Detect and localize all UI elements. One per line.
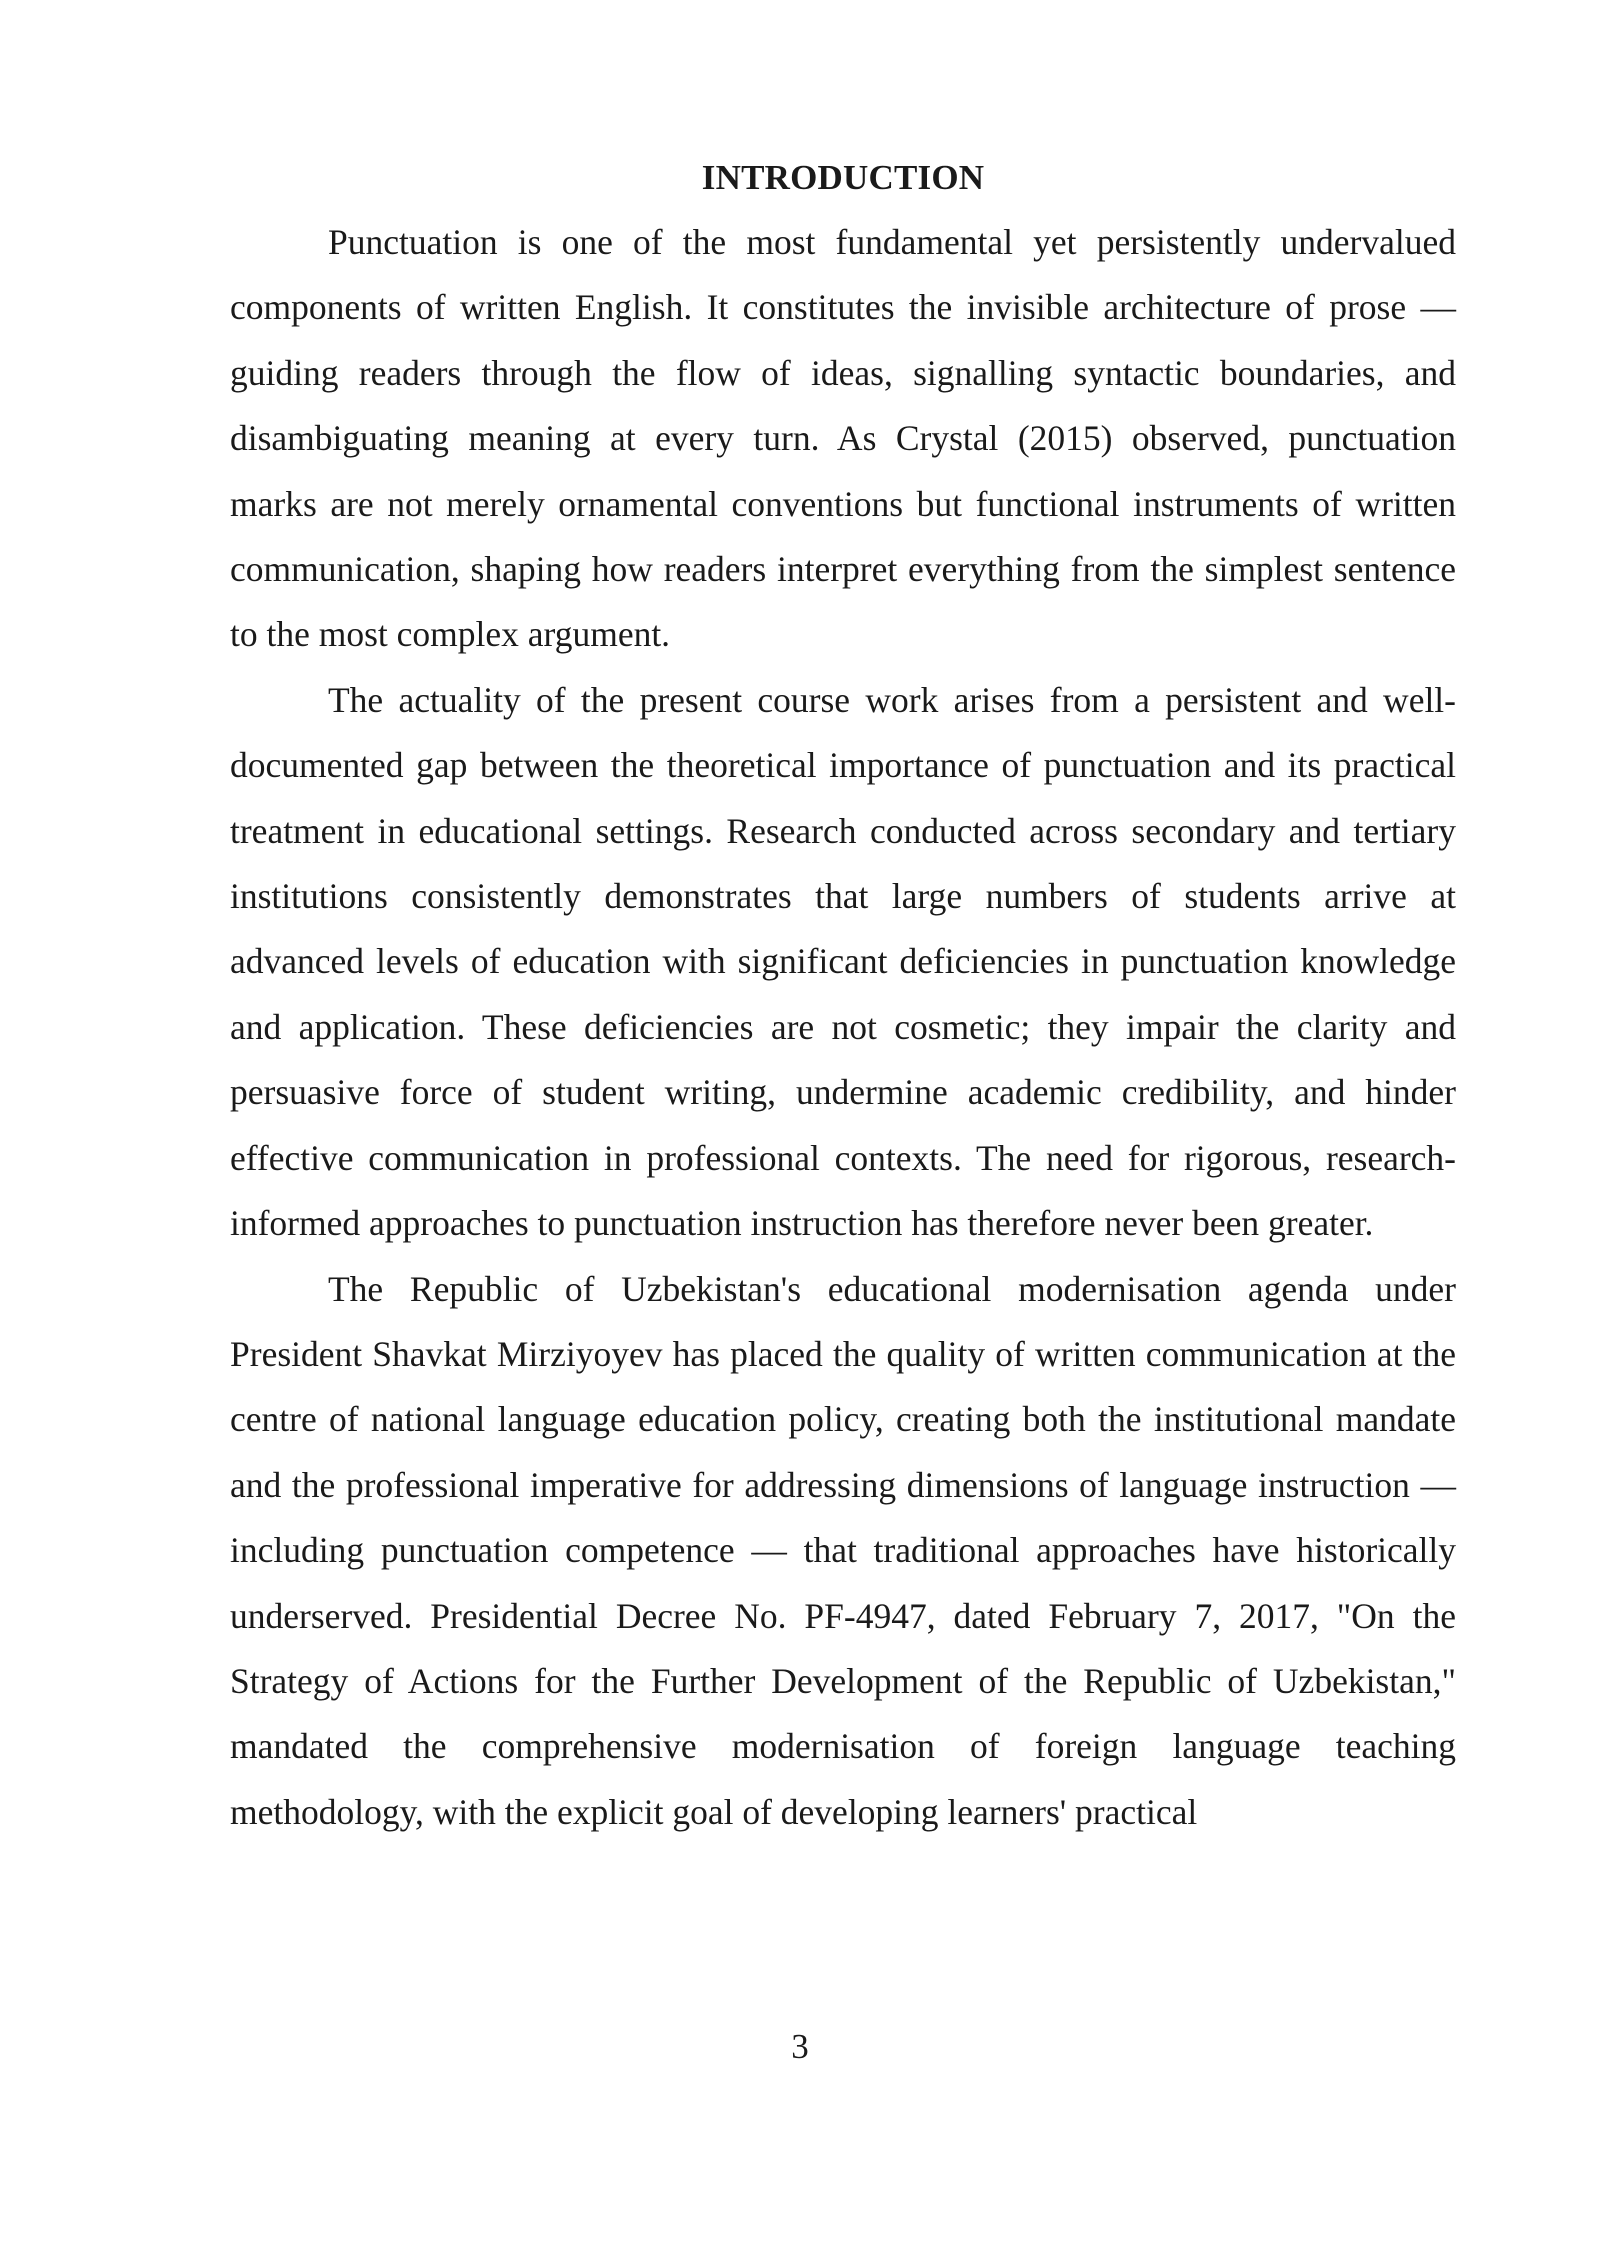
paragraph-3: The Republic of Uzbekistan's educational modernisation agenda under President Shavkat Mirziyoyev has placed the quality of written communication at the centre of national language education policy, creating both the institutional mandate and the professional imperative for addressing dimensions of language instruction — including punctuation competence — that traditional approaches have historically underserved. Presidential Decree No. PF-4947, dated February 7, 2017, "On the Strategy of Actions for the Further Development of the Republic of Uzbekistan," mandated the comprehensive modernisation of foreign language teaching methodology, with the explicit goal of developing learners' practical [230,1268,1456,1832]
section-heading: INTRODUCTION [701,158,985,197]
paragraph-2: The actuality of the present course work arises from a persistent and well-documented gap between the theoretical importance of punctuation and its practical treatment in educational settings. Research conducted across secondary and tertiary institutions consistently demonstrates that large numbers of students arrive at advanced levels of education with significant deficiencies in punctuation knowledge and application. These deficiencies are not cosmetic; they impair the clarity and persuasive force of student writing, undermine academic credibility, and hinder effective communication in professional contexts. The need for rigorous, research-informed approaches to punctuation instruction has therefore never been greater. [230,679,1456,1244]
paragraph-1: Punctuation is one of the most fundamental yet persistently undervalued components of written English. It constitutes the invisible architecture of prose — guiding readers through the flow of ideas, signalling syntactic boundaries, and disambiguating meaning at every turn. As Crystal (2015) observed, punctuation marks are not merely ornamental conventions but functional instruments of written communication, shaping how readers interpret everything from the simplest sentence to the most complex argument. [230,222,1456,655]
page-content [230,145,1456,1845]
page-number: 3 [791,2027,809,2066]
